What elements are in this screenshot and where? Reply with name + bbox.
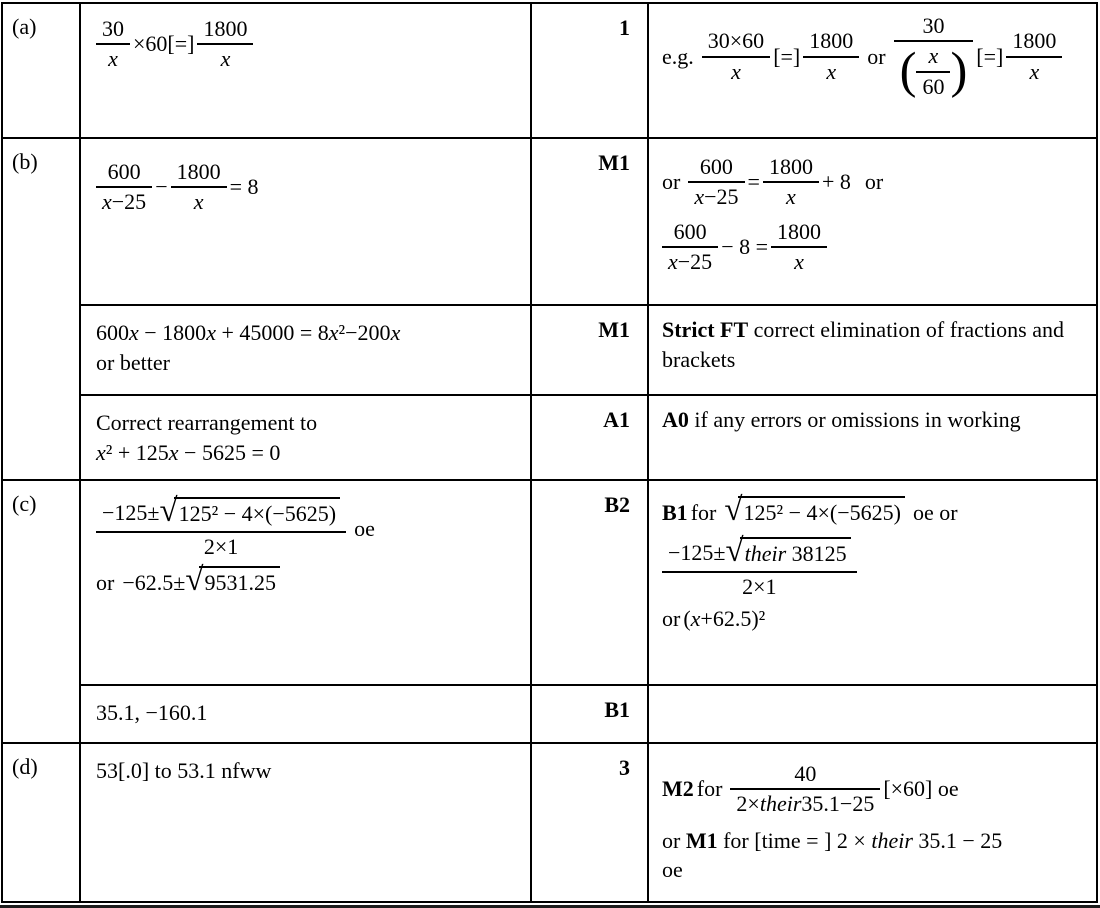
answer-cell-b2 [81, 306, 532, 394]
part-label-b: (b) [3, 139, 81, 479]
table-row [81, 744, 1096, 901]
guidance-formula: or 600 x −25 = $\frac{1800}{x}$ + 8 or [662, 154, 884, 210]
fraction: $\frac{x}{60}$ [916, 43, 950, 100]
fraction: $\frac{1800}{x}$ [763, 154, 819, 211]
fraction: $\frac{1800}{x}$ [197, 16, 253, 73]
marks-cell: A1 [532, 396, 649, 479]
guidance-text: or M1 for [time = ] 2 × their 35.1 − 25 [662, 827, 1003, 853]
guidance-cell-b2 [649, 306, 1096, 394]
right-paren: ) [950, 42, 968, 99]
sqrt: √ 125² − 4×(−5625) [159, 497, 340, 530]
marks-cell: B2 [532, 481, 649, 684]
answer-cell-a [81, 4, 532, 137]
answer-cell-d [81, 744, 532, 901]
marks-cell: B1 [532, 686, 649, 742]
answer-formula: $\frac{30}{x}$ ×60[=] $\frac{1800}{x}$ [96, 16, 522, 73]
sqrt: √ 125² − 4×(−5625) [724, 496, 905, 529]
marks-cell: M1 [532, 306, 649, 394]
answer-formula: −125± √ 125² − 4×(−5625) 2×1 oe [96, 497, 522, 560]
answer-text: 53[.0] to 53.1 nfww [96, 758, 272, 783]
marks-cell: 3 [532, 744, 649, 901]
guidance-text: oe [662, 857, 683, 883]
part-label-a: (a) [3, 4, 81, 137]
guidance-cell-d [649, 744, 1096, 901]
table-row [81, 684, 1096, 742]
sqrt: √ their 38125 [725, 537, 850, 570]
table-row [81, 481, 1096, 684]
fraction: −125± √ their 38125 2×1 [662, 537, 857, 600]
fraction: −125± √ 125² − 4×(−5625) 2×1 [96, 497, 346, 560]
part-label-d: (d) [3, 744, 81, 901]
part-label-c: (c) [3, 481, 81, 742]
guidance-cell-c1 [649, 481, 1096, 684]
fraction: $\frac{30\times 60}{x}$ [702, 28, 770, 85]
fraction: $\frac{30}{x}$ [96, 16, 130, 73]
guidance-formula: M2 for 40 2× their 35.1−25 [×60] oe [662, 761, 959, 817]
fraction: 600 x −25 [662, 219, 718, 276]
row-group-b [3, 137, 1096, 479]
guidance-formula [662, 533, 1088, 600]
row-group-c [3, 479, 1096, 742]
answer-cell-c1 [81, 481, 532, 684]
guidance-formula: or (x+62.5)² [662, 606, 766, 632]
row-group-a [3, 4, 1096, 137]
table-row [81, 304, 1096, 394]
fraction: 40 2× their 35.1−25 [730, 761, 880, 818]
guidance-cell-c2 [649, 686, 1096, 742]
guidance-text: Strict FT correct elimination of fractions and brackets [662, 317, 1070, 372]
guidance-cell-b1 [649, 139, 1096, 304]
fraction: $\frac{1800}{x}$ [771, 219, 827, 276]
guidance-formula: 600 x −25 − 8 = $\frac{1800}{x}$ [662, 219, 1088, 276]
answer-formula: 600 x −25 − $\frac{1800}{x}$ = 8 [96, 159, 522, 216]
table-row [81, 139, 1096, 304]
answer-formula: or −62.5± √ 9531.25 [96, 566, 522, 599]
guidance-text: A0 if any errors or omissions in working [662, 407, 1021, 432]
answer-text: x² + 125x − 5625 = 0 [96, 439, 281, 465]
marks-cell: 1 [532, 4, 649, 137]
mark-scheme-table [1, 2, 1098, 903]
fraction: $\frac{1800}{x}$ [1006, 28, 1062, 85]
answer-cell-b1 [81, 139, 532, 304]
fraction: 600 x −25 [96, 159, 152, 216]
table-row [81, 4, 1096, 137]
fraction: $\frac{1800}{x}$ [171, 159, 227, 216]
fraction-complex: 30 ( $\frac{x}{60}$ ) [894, 13, 974, 100]
answer-cell-b3 [81, 396, 532, 479]
sqrt: √ 9531.25 [185, 566, 280, 599]
guidance-cell-a [649, 4, 1096, 137]
guidance-formula: B1 for √ 125² − 4×(−5625) oe or [662, 492, 958, 528]
row-group-d [3, 742, 1096, 901]
answer-text: 35.1, −160.1 [96, 700, 208, 725]
left-paren: ( [899, 42, 917, 99]
guidance-cell-b3 [649, 396, 1096, 479]
answer-text: or better [96, 349, 170, 375]
table-row [81, 394, 1096, 479]
fraction: $\frac{1800}{x}$ [803, 28, 859, 85]
answer-cell-c2 [81, 686, 532, 742]
answer-text: 600x − 1800x + 45000 = 8x²−200x [96, 320, 401, 345]
guidance-formula: e.g. $\frac{30\times 60}{x}$ [=] $\frac{1800}{x}$ or 30 ( $\frac{x}{60}$ ) [=] $\frac{1800}{x}$ [662, 13, 1088, 100]
marks-cell: M1 [532, 139, 649, 304]
fraction: 600 x −25 [688, 154, 744, 211]
answer-text: Correct rearrangement to [96, 410, 318, 435]
